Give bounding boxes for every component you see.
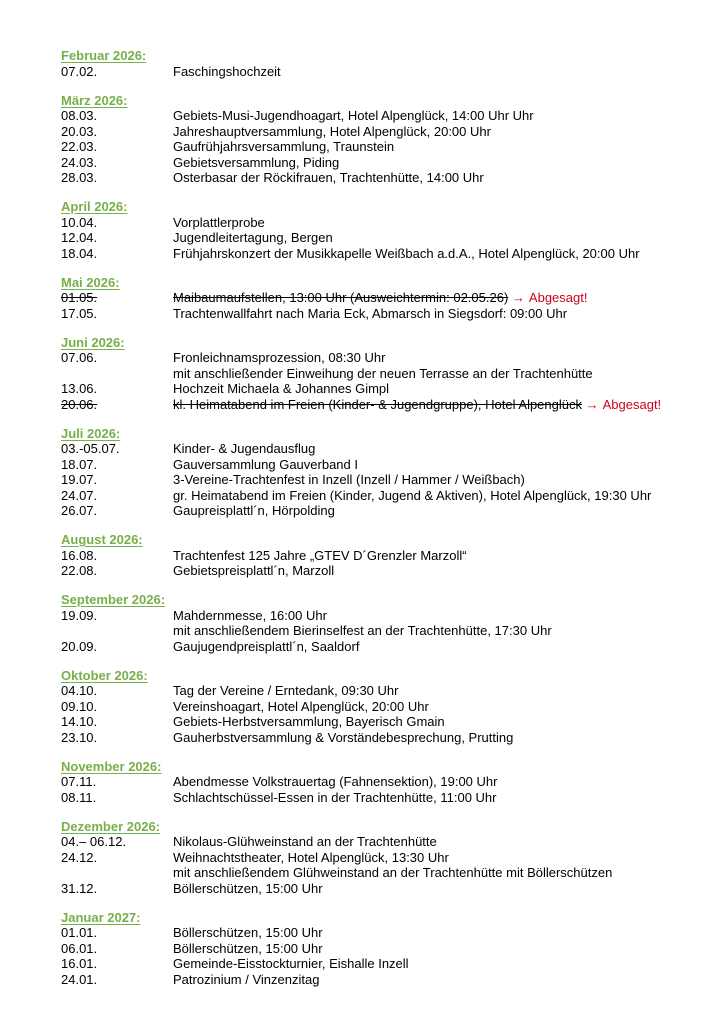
event-date: 24.12. [61,849,98,865]
event-text: Gaujugendpreisplattl´n, Saaldorf [173,638,360,654]
event-description [173,488,651,504]
event-description [173,381,389,397]
event-row [61,865,724,881]
month-section [61,910,724,988]
event-row [61,155,724,171]
event-description [173,881,323,897]
month-section [61,668,724,746]
month-title: Juli 2026: [61,425,121,441]
event-text: Gebietspreisplattl´n, Marzoll [173,563,335,578]
event-text: mit anschließendem Glühweinstand an der Trachtenhütte mit Böllerschützen [173,865,613,880]
event-row [61,563,724,579]
event-row [61,64,724,80]
event-date: 01.05. [61,290,98,305]
event-row [61,956,724,972]
event-text: Gaupreisplattl´n, Hörpolding [173,503,335,518]
event-date: 18.07. [61,456,98,472]
event-text: gr. Heimatabend im Freien (Kinder, Jugend & Aktiven), Hotel Alpenglück, 19:30 Uhr [173,487,652,503]
event-row [61,925,724,941]
event-text: Gauversammlung Gauverband I [173,456,358,472]
arrow-right-icon: → [582,396,599,412]
event-text: mit anschließender Einweihung der neuen Terrasse an der Trachtenhütte [173,365,593,381]
month-title: Mai 2026: [61,274,120,290]
month-title: November 2026: [61,758,162,774]
event-date: 06.01. [61,940,98,956]
month-title: Dezember 2026: [61,818,160,834]
event-description [173,563,334,579]
event-text: 3-Vereine-Trachtenfest in Inzell (Inzell / Hammer / Weißbach) [173,472,525,487]
month-section [61,592,724,654]
event-row [61,139,724,155]
event-description [173,170,484,186]
event-description [173,139,394,155]
event-row [61,941,724,957]
event-text: Kinder- & Jugendausflug [173,441,316,456]
event-date: 26.07. [61,503,98,518]
event-row [61,774,724,790]
event-description [173,350,385,366]
event-date: 17.05. [61,305,98,321]
event-date: 16.01. [61,956,98,971]
event-row [61,215,724,231]
event-row [61,488,724,504]
event-description [173,925,323,941]
event-description [173,608,327,624]
month-title: September 2026: [61,592,166,607]
month-title: März 2026: [61,92,128,108]
event-text: Frühjahrskonzert der Musikkapelle Weißbach a.d.A., Hotel Alpenglück, 20:00 Uhr [173,245,640,261]
month-section [61,275,724,322]
event-row [61,290,724,306]
arrow-right-icon: → [508,290,525,305]
event-description [173,124,491,140]
event-date: 08.03. [61,108,98,123]
event-text: Osterbasar der Röckifrauen, Trachtenhütte, 14:00 Uhr [173,170,484,185]
event-row [61,639,724,655]
event-row [61,397,724,413]
event-text: Weihnachtstheater, Hotel Alpenglück, 13:30 Uhr [173,849,449,865]
event-description [173,941,323,957]
event-description [173,683,398,699]
event-text: Patrozinium / Vinzenzitag [173,971,320,987]
event-row [61,366,724,382]
event-date: 12.04. [61,230,98,245]
event-text: Gemeinde-Eisstockturnier, Eishalle Inzell [173,956,409,971]
event-text: Gebiets-Musi-Jugendhoagart, Hotel Alpenglück, 14:00 Uhr Uhr [173,108,534,123]
event-date: 08.11. [61,789,97,805]
event-row [61,683,724,699]
event-date: 23.10. [61,729,98,745]
event-row [61,170,724,186]
event-date: 13.06. [61,381,98,396]
event-date: 22.03. [61,139,98,154]
event-date: 18.04. [61,245,98,261]
month-section [61,819,724,897]
event-text: Böllerschützen, 15:00 Uhr [173,940,323,956]
event-date [61,623,173,639]
event-description [173,441,315,457]
month-title: Februar 2026: [61,48,147,63]
event-text: Gauherbstversammlung & Vorständebesprechung, Prutting [173,729,514,745]
event-date: 16.08. [61,547,98,563]
event-text: Hochzeit Michaela & Johannes Gimpl [173,381,390,396]
month-title: April 2026: [61,199,128,214]
event-row [61,306,724,322]
event-date: 24.07. [61,487,98,503]
event-date: 04.10. [61,683,98,698]
event-date: 07.02. [61,63,98,79]
event-description [173,730,513,746]
event-row [61,246,724,262]
event-description [173,306,567,322]
month-section [61,199,724,261]
event-date: 22.08. [61,563,98,578]
event-date: 20.09. [61,638,98,654]
event-text: Trachtenwallfahrt nach Maria Eck, Abmarsch in Siegsdorf: 09:00 Uhr [173,305,568,321]
event-description [173,215,265,231]
event-date: 24.03. [61,154,98,170]
event-text: kl. Heimatabend im Freien (Kinder- & Jugendgruppe), Hotel Alpenglück [173,396,582,412]
cancelled-note: Abgesagt! [602,396,662,412]
month-section [61,426,724,519]
event-text: Böllerschützen, 15:00 Uhr [173,925,323,940]
event-row [61,472,724,488]
event-text: Abendmesse Volkstrauertag (Fahnensektion), 19:00 Uhr [173,774,498,789]
event-row [61,230,724,246]
event-date [61,865,173,881]
event-date: 24.01. [61,971,98,987]
event-date: 01.01. [61,925,98,940]
event-description [173,699,429,715]
event-description [173,108,534,124]
event-description [173,865,612,881]
event-row [61,124,724,140]
month-section [61,93,724,186]
cancelled-note: Abgesagt! [528,290,588,305]
event-date: 20.06. [61,396,98,412]
month-section [61,335,724,413]
event-text: Mahdernmesse, 16:00 Uhr [173,607,327,623]
event-row [61,972,724,988]
event-text: Nikolaus-Glühweinstand an der Trachtenhütte [173,834,437,849]
event-date: 07.11. [61,774,97,789]
event-text: Gebiets-Herbstversammlung, Bayerisch Gmain [173,714,445,729]
month-title: Juni 2026: [61,334,125,350]
event-row [61,699,724,715]
event-row [61,834,724,850]
event-row [61,881,724,897]
event-description [173,246,640,262]
event-description [173,834,437,850]
event-description [173,366,593,382]
event-description [173,472,525,488]
event-date: 10.04. [61,214,98,230]
event-date: 20.03. [61,123,98,139]
month-title: August 2026: [61,532,143,547]
month-section [61,759,724,806]
event-row [61,381,724,397]
event-text: Vereinshoagart, Hotel Alpenglück, 20:00 Uhr [173,698,429,714]
event-text: Vorplattlerprobe [173,214,265,230]
event-description [173,774,497,790]
event-date: 04.– 06.12. [61,834,127,849]
event-description [173,790,497,806]
event-description [173,503,335,519]
event-text: Faschingshochzeit [173,63,281,79]
event-row [61,850,724,866]
event-row [61,608,724,624]
event-row [61,503,724,519]
event-text: Gebietsversammlung, Piding [173,154,340,170]
month-title: Oktober 2026: [61,667,148,683]
event-row [61,730,724,746]
event-date: 19.09. [61,607,98,623]
event-row [61,457,724,473]
event-text: Jugendleitertagung, Bergen [173,230,333,245]
event-date [61,366,173,382]
event-date: 03.-05.07. [61,441,120,456]
event-description [173,457,358,473]
event-description [173,623,552,639]
event-row [61,714,724,730]
event-description [173,850,449,866]
event-text: mit anschließendem Bierinselfest an der Trachtenhütte, 17:30 Uhr [173,623,552,638]
event-date: 09.10. [61,698,98,714]
event-row [61,623,724,639]
event-description [173,397,661,413]
month-section [61,48,724,79]
month-title: Januar 2027: [61,909,141,925]
event-date: 07.06. [61,350,98,365]
event-description [173,714,445,730]
event-row [61,441,724,457]
event-date: 19.07. [61,472,98,487]
event-text: Böllerschützen, 15:00 Uhr [173,880,323,896]
event-row [61,108,724,124]
event-description [173,639,359,655]
event-date: 31.12. [61,880,98,896]
event-description [173,155,339,171]
event-description [173,230,333,246]
event-text: Maibaumaufstellen, 13:00 Uhr (Ausweichtermin: 02.05.26) [173,290,509,305]
event-text: Tag der Vereine / Erntedank, 09:30 Uhr [173,683,399,698]
event-text: Fronleichnamsprozession, 08:30 Uhr [173,350,386,365]
event-date: 14.10. [61,714,98,729]
event-text: Gaufrühjahrsversammlung, Traunstein [173,139,395,154]
event-description [173,956,409,972]
event-description [173,290,587,306]
event-row [61,548,724,564]
event-description [173,548,467,564]
event-text: Trachtenfest 125 Jahre „GTEV D´Grenzler Marzoll“ [173,547,467,563]
event-date: 28.03. [61,170,98,185]
event-description [173,64,281,80]
event-text: Jahreshauptversammlung, Hotel Alpenglück, 20:00 Uhr [173,123,491,139]
event-description [173,972,319,988]
event-text: Schlachtschüssel-Essen in der Trachtenhütte, 11:00 Uhr [173,789,497,805]
event-row [61,350,724,366]
month-section [61,532,724,579]
event-row [61,790,724,806]
